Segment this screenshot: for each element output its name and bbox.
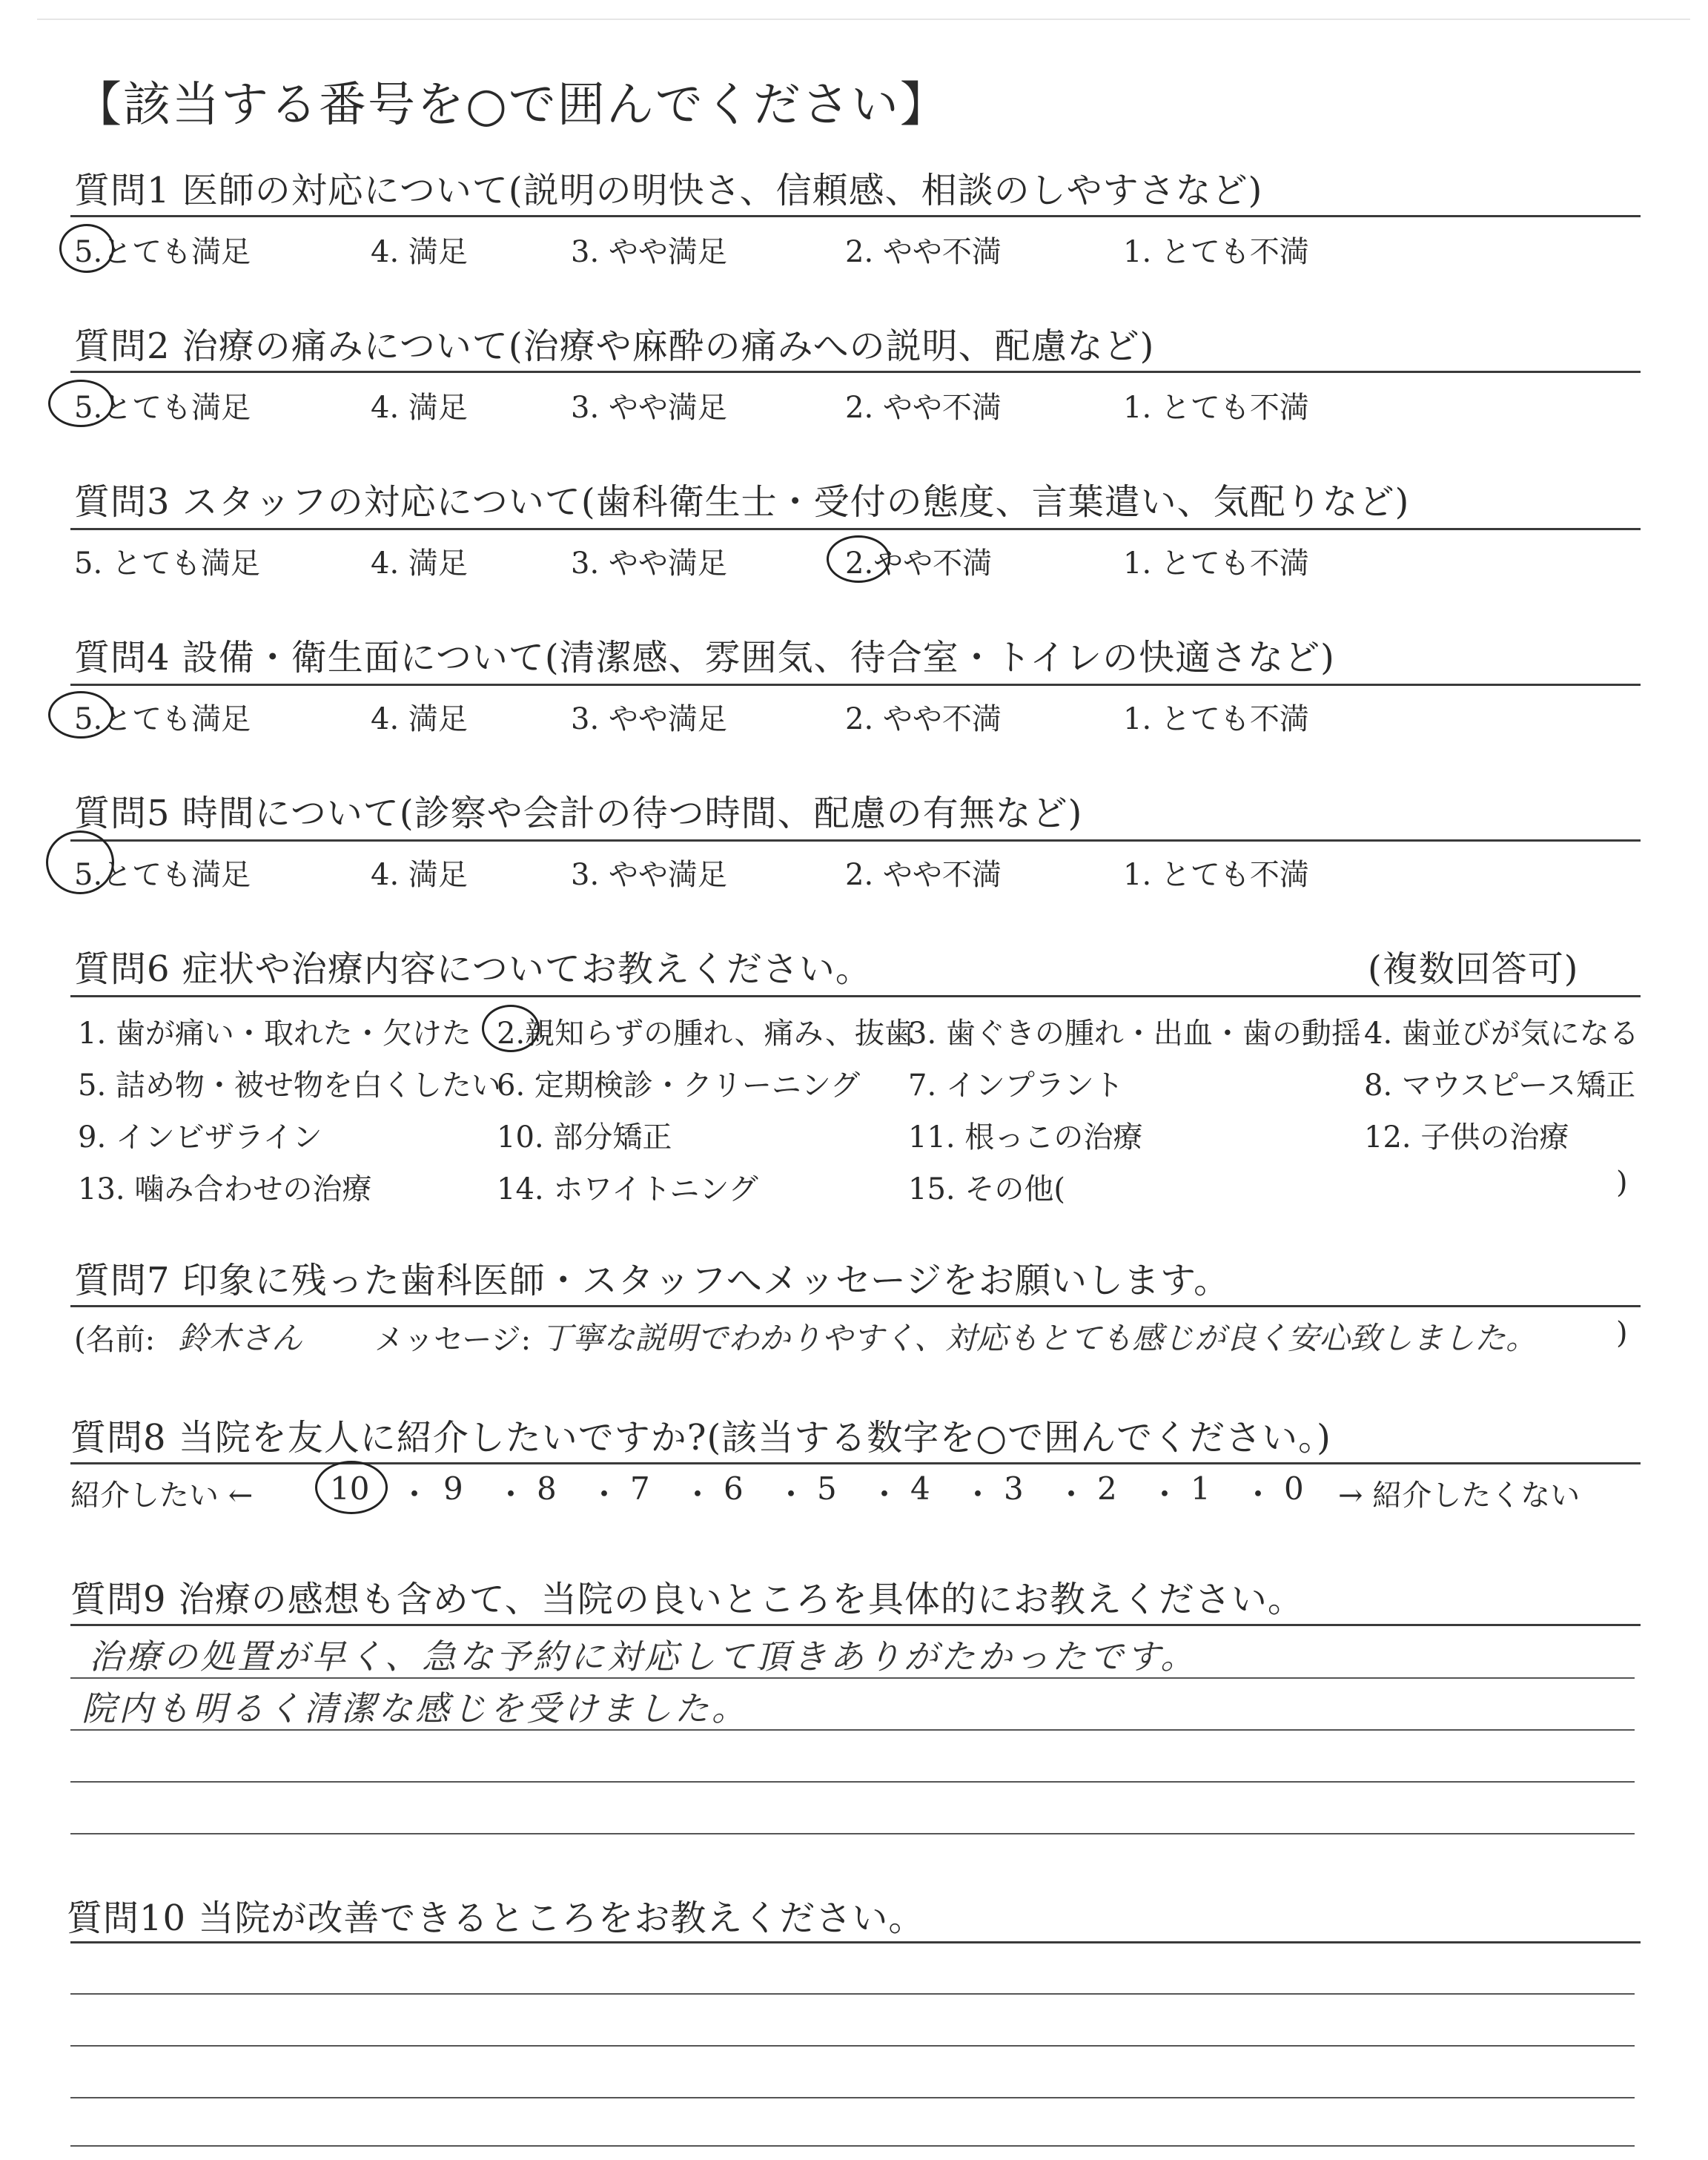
q9-writing-line-2 — [70, 1729, 1635, 1731]
q7-close-paren: ) — [1616, 1316, 1628, 1350]
q6-item-14[interactable]: 14. ホワイトニング — [497, 1172, 758, 1206]
q8-dot-6: ・ — [869, 1476, 901, 1513]
q7-name-label: (名前: — [74, 1323, 156, 1357]
q10-writing-line-2[interactable] — [70, 2045, 1635, 2047]
q5-option-5[interactable]: 5.とても満足 — [74, 858, 251, 892]
q5-title: 質問5 時間について(診察や会計の待つ時間、配慮の有無など) — [74, 793, 1083, 834]
q8-scale-10[interactable]: 10 — [330, 1470, 370, 1507]
q4-selection-circle — [48, 691, 113, 739]
q8-dot-1: ・ — [399, 1476, 431, 1513]
q8-dot-7: ・ — [962, 1476, 994, 1513]
q3-rule — [70, 528, 1641, 530]
q1-option-2[interactable]: 2. やや不満 — [845, 235, 1002, 269]
q6-item-10[interactable]: 10. 部分矯正 — [497, 1120, 672, 1155]
q6-item-5[interactable]: 5. 詰め物・被せ物を白くしたい — [78, 1069, 501, 1103]
q4-rule — [70, 684, 1641, 686]
q6-item-6[interactable]: 6. 定期検診・クリーニング — [497, 1069, 861, 1103]
q3-option-4[interactable]: 4. 満足 — [371, 546, 468, 581]
q3-selection-circle — [827, 535, 890, 583]
q1-selection-circle — [59, 224, 114, 273]
q6-item-13[interactable]: 13. 噛み合わせの治療 — [78, 1172, 372, 1206]
q8-dot-4: ・ — [682, 1476, 714, 1513]
q8-scale-6[interactable]: 6 — [724, 1470, 744, 1507]
q8-title: 質問8 当院を友人に紹介したいですか?(該当する数字を○で囲んでください。) — [70, 1417, 1331, 1459]
q9-answer-line-2[interactable]: 院内も明るく清潔な感じを受けました。 — [82, 1688, 749, 1728]
q10-title: 質問10 当院が改善できるところをお教えください。 — [67, 1898, 925, 1939]
q4-title: 質問4 設備・衛生面について(清潔感、雰囲気、待合室・トイレの快適さなど) — [74, 637, 1335, 678]
q8-dot-10: ・ — [1242, 1476, 1274, 1513]
q8-scale-0[interactable]: 0 — [1284, 1470, 1304, 1507]
q8-dot-3: ・ — [589, 1476, 620, 1513]
q6-rule — [70, 995, 1641, 997]
q7-message-label: メッセージ: — [374, 1323, 532, 1357]
q10-writing-line-4[interactable] — [70, 2145, 1635, 2147]
q5-rule — [70, 839, 1641, 842]
q6-item-1[interactable]: 1. 歯が痛い・取れた・欠けた — [78, 1017, 471, 1051]
q8-scale-4[interactable]: 4 — [910, 1470, 930, 1507]
q8-right-label: → 紹介したくない — [1338, 1479, 1580, 1513]
q6-item-12[interactable]: 12. 子供の治療 — [1364, 1120, 1569, 1155]
q8-scale-8[interactable]: 8 — [537, 1470, 557, 1507]
q6-item-3[interactable]: 3. 歯ぐきの腫れ・出血・歯の動揺 — [908, 1017, 1361, 1051]
q3-option-1[interactable]: 1. とても不満 — [1123, 546, 1309, 581]
q2-rule — [70, 371, 1641, 373]
q8-scale-2[interactable]: 2 — [1097, 1470, 1117, 1507]
q3-title: 質問3 スタッフの対応について(歯科衛生士・受付の態度、言葉遣い、気配りなど) — [74, 481, 1410, 523]
q9-writing-line-4 — [70, 1833, 1635, 1834]
q9-writing-line-1 — [70, 1677, 1635, 1679]
q1-option-3[interactable]: 3. やや満足 — [571, 235, 727, 269]
q2-option-4[interactable]: 4. 満足 — [371, 391, 468, 425]
q6-item-7[interactable]: 7. インプラント — [908, 1069, 1124, 1103]
q5-selection-circle — [46, 830, 114, 894]
q7-title: 質問7 印象に残った歯科医師・スタッフへメッセージをお願いします。 — [74, 1260, 1231, 1301]
q4-option-4[interactable]: 4. 満足 — [371, 702, 468, 736]
q8-dot-2: ・ — [495, 1476, 527, 1513]
q4-option-5[interactable]: 5.とても満足 — [74, 702, 251, 736]
q2-option-3[interactable]: 3. やや満足 — [571, 391, 727, 425]
q3-option-2[interactable]: 2.やや不満 — [845, 546, 993, 581]
q6-item-9[interactable]: 9. インビザライン — [78, 1120, 322, 1155]
q5-option-3[interactable]: 3. やや満足 — [571, 858, 727, 892]
q8-scale-7[interactable]: 7 — [630, 1470, 650, 1507]
q10-writing-line-1[interactable] — [70, 1993, 1635, 1995]
q8-selection-circle — [315, 1461, 388, 1514]
q2-title: 質問2 治療の痛みについて(治療や麻酔の痛みへの説明、配慮など) — [74, 326, 1155, 367]
q8-scale-3[interactable]: 3 — [1004, 1470, 1024, 1507]
q7-rule — [70, 1305, 1641, 1307]
q3-option-5[interactable]: 5. とても満足 — [74, 546, 260, 581]
q8-dot-9: ・ — [1149, 1476, 1181, 1513]
q6-item-4[interactable]: 4. 歯並びが気になる — [1364, 1017, 1639, 1051]
q1-rule — [70, 215, 1641, 217]
q7-name-value[interactable]: 鈴木さん — [178, 1320, 303, 1356]
q8-left-label: 紹介したい ← — [70, 1479, 254, 1513]
q2-selection-circle — [48, 380, 113, 427]
q8-scale-5[interactable]: 5 — [817, 1470, 837, 1507]
q6-item-2[interactable]: 2.親知らずの腫れ、痛み、抜歯 — [497, 1017, 914, 1051]
q10-writing-line-3[interactable] — [70, 2097, 1635, 2098]
q5-option-2[interactable]: 2. やや不満 — [845, 858, 1002, 892]
q8-rule — [70, 1462, 1641, 1464]
q8-dot-8: ・ — [1056, 1476, 1088, 1513]
q1-option-1[interactable]: 1. とても不満 — [1123, 235, 1309, 269]
q8-scale-1[interactable]: 1 — [1191, 1470, 1211, 1507]
q4-option-1[interactable]: 1. とても不満 — [1123, 702, 1309, 736]
q6-item-15-close: ) — [1616, 1166, 1628, 1200]
q2-option-5[interactable]: 5.とても満足 — [74, 391, 251, 425]
q3-option-3[interactable]: 3. やや満足 — [571, 546, 727, 581]
page-heading: 【該当する番号を○で囲んでください】 — [74, 78, 949, 133]
q6-multiple-note: (複数回答可) — [1368, 948, 1579, 990]
top-edge-line — [37, 19, 1690, 20]
q2-option-1[interactable]: 1. とても不満 — [1123, 391, 1309, 425]
q8-dot-5: ・ — [775, 1476, 807, 1513]
q6-item-11[interactable]: 11. 根っこの治療 — [908, 1120, 1143, 1155]
q6-item-8[interactable]: 8. マウスピース矯正 — [1364, 1069, 1636, 1103]
q6-item-15[interactable]: 15. その他( — [908, 1172, 1065, 1206]
q9-rule — [70, 1624, 1641, 1626]
q7-message-value[interactable]: 丁寧な説明でわかりやすく、対応もとても感じが良く安心致しました。 — [541, 1320, 1537, 1356]
q6-title: 質問6 症状や治療内容についてお教えください。 — [74, 948, 872, 990]
q1-option-5[interactable]: 5.とても満足 — [74, 235, 251, 269]
q5-option-4[interactable]: 4. 満足 — [371, 858, 468, 892]
q5-option-1[interactable]: 1. とても不満 — [1123, 858, 1309, 892]
q4-option-2[interactable]: 2. やや不満 — [845, 702, 1002, 736]
q6-selection-circle — [482, 1005, 540, 1052]
q9-title: 質問9 治療の感想も含めて、当院の良いところを具体的にお教えください。 — [70, 1579, 1304, 1620]
q9-writing-line-3 — [70, 1781, 1635, 1783]
q4-option-3[interactable]: 3. やや満足 — [571, 702, 727, 736]
q10-rule — [70, 1941, 1641, 1943]
q1-option-4[interactable]: 4. 満足 — [371, 235, 468, 269]
q2-option-2[interactable]: 2. やや不満 — [845, 391, 1002, 425]
q8-scale-9[interactable]: 9 — [443, 1470, 463, 1507]
q1-title: 質問1 医師の対応について(説明の明快さ、信頼感、相談のしやすさなど) — [74, 170, 1263, 211]
q9-answer-line-1[interactable]: 治療の処置が早く、急な予約に対応して頂きありがたかったです。 — [89, 1636, 1198, 1677]
